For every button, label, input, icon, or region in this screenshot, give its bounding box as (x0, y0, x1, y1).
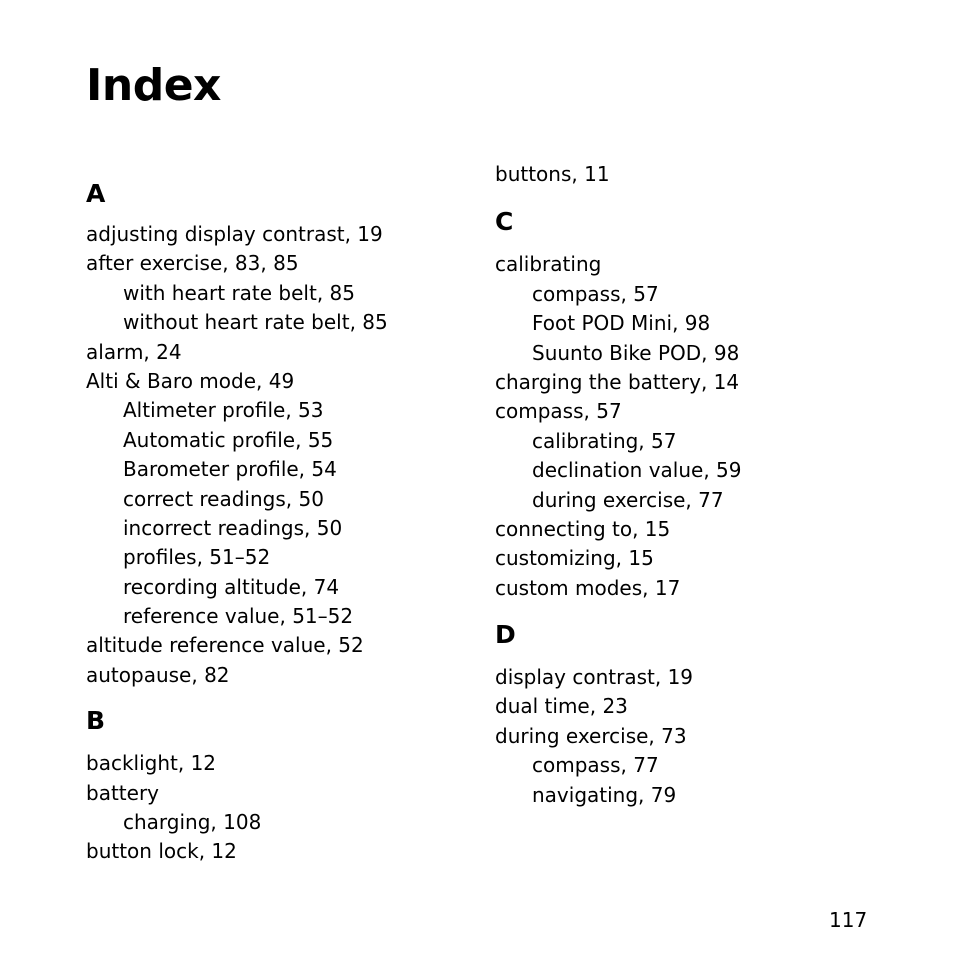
index-entry: alarm, 24 (86, 339, 182, 364)
index-column-right (495, 160, 895, 810)
index-subentry: calibrating, 57 (532, 428, 677, 453)
index-subentry: navigating, 79 (532, 782, 677, 807)
index-entry: Alti & Baro mode, 49 (86, 368, 295, 393)
index-entry: connecting to, 15 (495, 516, 671, 541)
page-number: 117 (829, 908, 868, 932)
index-subentry: Automatic profile, 55 (123, 427, 334, 452)
section-letter-d: D (495, 620, 516, 650)
index-entry: button lock, 12 (86, 839, 237, 864)
index-entry: adjusting display contrast, 19 (86, 222, 383, 246)
index-subentry: charging, 108 (123, 810, 262, 835)
index-entry: charging the battery, 14 (495, 369, 740, 394)
index-column-left (86, 176, 486, 867)
index-subentry: correct readings, 50 (123, 486, 324, 511)
section-letter-a: A (86, 179, 106, 208)
index-entry: autopause, 82 (86, 662, 230, 687)
section-letter-c: C (495, 207, 514, 237)
index-entry: altitude reference value, 52 (86, 633, 364, 658)
index-entry: backlight, 12 (86, 751, 217, 776)
index-subentry: without heart rate belt, 85 (123, 310, 388, 335)
index-subentry: Foot POD Mini, 98 (532, 311, 711, 336)
index-subentry: during exercise, 77 (532, 487, 724, 512)
index-subentry: Altimeter profile, 53 (123, 398, 324, 423)
index-subentry: with heart rate belt, 85 (123, 280, 355, 305)
index-subentry: profiles, 51–52 (123, 545, 271, 570)
index-entry: during exercise, 73 (495, 723, 687, 748)
index-subentry: Suunto Bike POD, 98 (532, 340, 740, 365)
index-entry: compass, 57 (495, 399, 622, 424)
index-entry: display contrast, 19 (495, 665, 694, 690)
index-entry: calibrating (495, 252, 602, 277)
index-subentry: incorrect readings, 50 (123, 515, 343, 540)
index-subentry: reference value, 51–52 (123, 604, 354, 629)
index-entry: custom modes, 17 (495, 575, 681, 600)
index-entry: buttons, 11 (495, 162, 610, 186)
index-subentry: compass, 57 (532, 281, 659, 306)
index-entry: customizing, 15 (495, 546, 654, 571)
index-entry: dual time, 23 (495, 694, 628, 719)
section-letter-b: B (86, 706, 106, 736)
page-title: Index (86, 60, 221, 111)
index-subentry: declination value, 59 (532, 458, 742, 483)
index-entry: battery (86, 780, 159, 805)
index-subentry: compass, 77 (532, 753, 659, 778)
index-subentry: recording altitude, 74 (123, 574, 340, 599)
index-subentry: Barometer profile, 54 (123, 457, 337, 482)
index-entry: after exercise, 83, 85 (86, 251, 299, 276)
